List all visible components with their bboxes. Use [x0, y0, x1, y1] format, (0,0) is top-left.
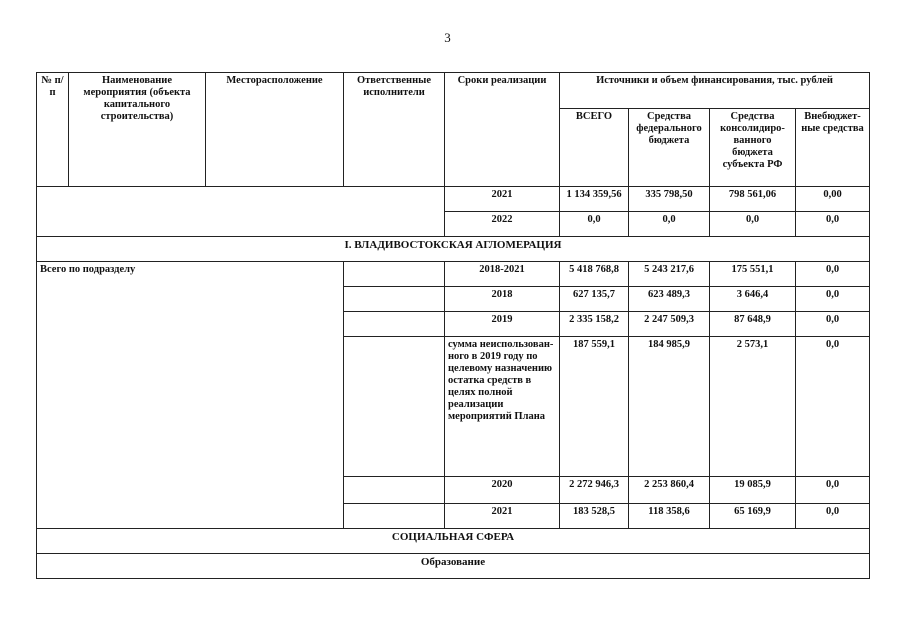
responsible-empty-cell	[344, 312, 445, 337]
regional-cell: 3 646,4	[710, 287, 796, 312]
regional-cell: 65 169,9	[710, 504, 796, 529]
year-cell: 2020	[445, 477, 560, 504]
regional-cell: 2 573,1	[710, 337, 796, 477]
total-cell: 5 418 768,8	[560, 262, 629, 287]
total-cell: 2 272 946,3	[560, 477, 629, 504]
regional-cell: 0,0	[710, 212, 796, 237]
total-cell: 627 135,7	[560, 287, 629, 312]
section-title-education: Образование	[37, 554, 870, 579]
regional-cell: 87 648,9	[710, 312, 796, 337]
header-total: ВСЕГО	[560, 109, 629, 187]
total-cell: 1 134 359,56	[560, 187, 629, 212]
header-funding: Источники и объем финансирования, тыс. рублей	[560, 73, 870, 109]
regional-cell: 798 561,06	[710, 187, 796, 212]
page-number: 3	[444, 30, 451, 45]
header-number: № п/п	[37, 73, 69, 187]
total-cell: 187 559,1	[560, 337, 629, 477]
year-cell: 2018	[445, 287, 560, 312]
responsible-empty-cell	[344, 337, 445, 477]
federal-cell: 2 247 509,3	[629, 312, 710, 337]
year-cell: 2018-2021	[445, 262, 560, 287]
extra-cell: 0,00	[796, 187, 870, 212]
header-terms: Сроки реализации	[445, 73, 560, 187]
year-cell: 2021	[445, 187, 560, 212]
header-regional: Средства консолидиро-ванного бюджета субъекта РФ	[710, 109, 796, 187]
header-responsible: Ответственные исполнители	[344, 73, 445, 187]
federal-cell: 5 243 217,6	[629, 262, 710, 287]
federal-cell: 335 798,50	[629, 187, 710, 212]
year-note-cell: сумма неиспользован-ного в 2019 году по целевому назначению остатка средств в целях полной реализации мероприятий Плана	[445, 337, 560, 477]
header-federal: Средства федерального бюджета	[629, 109, 710, 187]
section-title-agglomeration: I. ВЛАДИВОСТОКСКАЯ АГЛОМЕРАЦИЯ	[37, 237, 870, 262]
responsible-empty-cell	[344, 287, 445, 312]
federal-cell: 184 985,9	[629, 337, 710, 477]
total-cell: 0,0	[560, 212, 629, 237]
merged-empty-cell	[37, 187, 445, 237]
subtotal-label: Всего по подразделу	[37, 262, 344, 529]
header-location: Месторасположение	[206, 73, 344, 187]
federal-cell: 0,0	[629, 212, 710, 237]
year-cell: 2019	[445, 312, 560, 337]
year-cell: 2021	[445, 504, 560, 529]
header-name: Наименование мероприятия (объекта капитального строительства)	[69, 73, 206, 187]
regional-cell: 19 085,9	[710, 477, 796, 504]
total-cell: 2 335 158,2	[560, 312, 629, 337]
extra-cell: 0,0	[796, 312, 870, 337]
regional-cell: 175 551,1	[710, 262, 796, 287]
year-cell: 2022	[445, 212, 560, 237]
responsible-empty-cell	[344, 477, 445, 504]
extra-cell: 0,0	[796, 262, 870, 287]
federal-cell: 118 358,6	[629, 504, 710, 529]
header-extra: Внебюджет-ные средства	[796, 109, 870, 187]
total-cell: 183 528,5	[560, 504, 629, 529]
extra-cell: 0,0	[796, 212, 870, 237]
financing-table	[36, 72, 870, 579]
extra-cell: 0,0	[796, 337, 870, 477]
extra-cell: 0,0	[796, 287, 870, 312]
responsible-empty-cell	[344, 262, 445, 287]
responsible-empty-cell	[344, 504, 445, 529]
federal-cell: 2 253 860,4	[629, 477, 710, 504]
extra-cell: 0,0	[796, 477, 870, 504]
section-title-social: СОЦИАЛЬНАЯ СФЕРА	[37, 529, 870, 554]
federal-cell: 623 489,3	[629, 287, 710, 312]
extra-cell: 0,0	[796, 504, 870, 529]
